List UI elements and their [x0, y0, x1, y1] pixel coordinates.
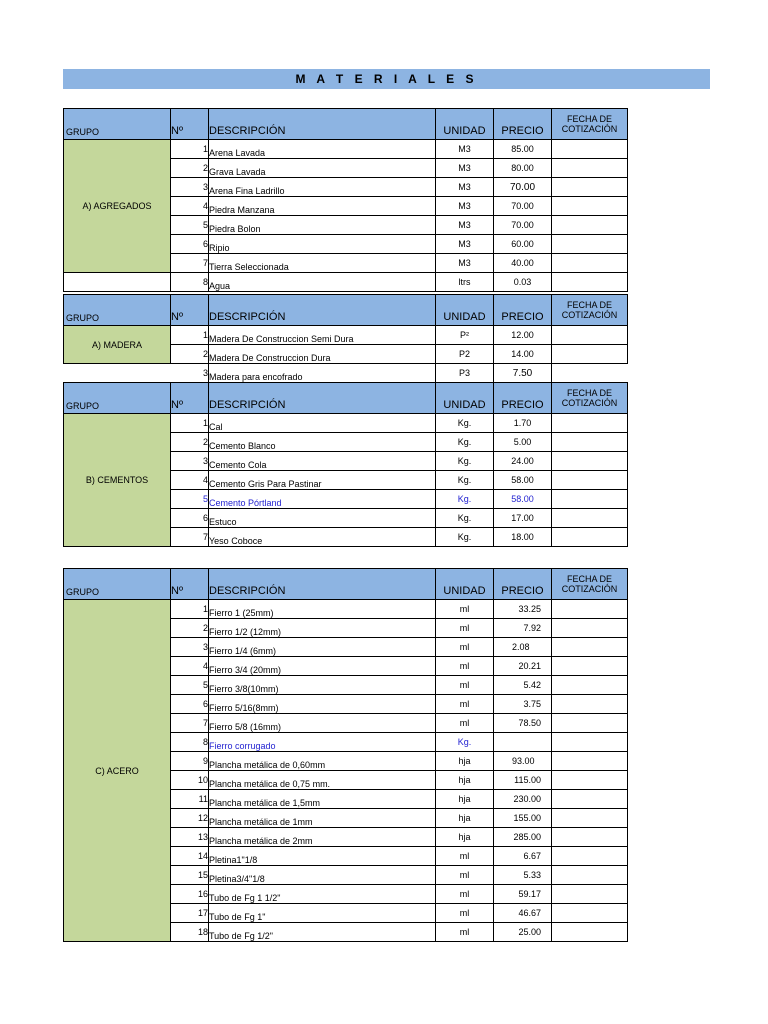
- row-description: Cemento Cola: [209, 452, 436, 471]
- row-price: 155.00: [494, 809, 552, 828]
- row-price: 7.50: [494, 364, 552, 383]
- row-price: 5.33: [494, 866, 552, 885]
- header-descripcion: DESCRIPCIÓN: [209, 569, 436, 600]
- header-row: [64, 569, 628, 600]
- row-number: 11: [171, 790, 209, 809]
- row-fecha: [552, 528, 628, 547]
- table-row: [64, 414, 628, 433]
- row-description: Ripio: [209, 235, 436, 254]
- row-fecha: [552, 695, 628, 714]
- row-description: Fierro 1/4 (6mm): [209, 638, 436, 657]
- row-price: 93.00: [494, 752, 552, 771]
- row-fecha: [552, 235, 628, 254]
- row-description: Cemento Pórtland: [209, 490, 436, 509]
- row-number: 4: [171, 471, 209, 490]
- row-fecha: [552, 771, 628, 790]
- row-unit: ml: [436, 619, 494, 638]
- header-unidad: UNIDAD: [436, 383, 494, 414]
- row-fecha: [552, 638, 628, 657]
- row-fecha: [552, 866, 628, 885]
- row-number: 7: [171, 254, 209, 273]
- row-fecha: [552, 254, 628, 273]
- row-number: 12: [171, 809, 209, 828]
- row-price: 2.08: [494, 638, 552, 657]
- row-unit: P3: [436, 364, 494, 383]
- header-grupo: GRUPO: [64, 295, 171, 326]
- header-numero: Nº: [171, 569, 209, 600]
- row-number: 2: [171, 159, 209, 178]
- row-number: 6: [171, 235, 209, 254]
- row-price: 115.00: [494, 771, 552, 790]
- row-price: 58.00: [494, 471, 552, 490]
- row-fecha: [552, 790, 628, 809]
- row-fecha: [552, 733, 628, 752]
- row-description: Plancha metálica de 2mm: [209, 828, 436, 847]
- row-fecha: [552, 433, 628, 452]
- sheet-title: M A T E R I A L E S: [63, 69, 710, 89]
- row-number: 2: [171, 619, 209, 638]
- group-label: A) MADERA: [64, 326, 171, 364]
- row-fecha: [552, 657, 628, 676]
- header-precio: PRECIO: [494, 569, 552, 600]
- row-description: Madera De Construccion Dura: [209, 345, 436, 364]
- header-row: [64, 383, 628, 414]
- row-price: 60.00: [494, 235, 552, 254]
- row-price: 6.67: [494, 847, 552, 866]
- row-description: Plancha metálica de 1mm: [209, 809, 436, 828]
- row-description: Tubo de Fg 1/2": [209, 923, 436, 942]
- header-unidad: UNIDAD: [436, 569, 494, 600]
- row-unit: Kg.: [436, 471, 494, 490]
- row-unit: ml: [436, 657, 494, 676]
- row-price: 285.00: [494, 828, 552, 847]
- header-fecha: FECHA DE COTIZACIÓN: [552, 109, 628, 140]
- table-row: [64, 140, 628, 159]
- row-price: 33.25: [494, 600, 552, 619]
- row-price: 5.42: [494, 676, 552, 695]
- group-label: C) ACERO: [64, 600, 171, 942]
- section-cementos: [63, 382, 628, 547]
- group-empty: [64, 273, 171, 292]
- row-number: 2: [171, 345, 209, 364]
- row-unit: ltrs: [436, 273, 494, 292]
- row-fecha: [552, 197, 628, 216]
- table-row: [64, 600, 628, 619]
- row-unit: ml: [436, 600, 494, 619]
- row-number: 16: [171, 885, 209, 904]
- row-unit: hja: [436, 828, 494, 847]
- row-unit: Kg.: [436, 733, 494, 752]
- row-number: 1: [171, 414, 209, 433]
- row-number: 7: [171, 528, 209, 547]
- header-fecha: FECHA DE COTIZACIÓN: [552, 295, 628, 326]
- row-unit: Kg.: [436, 490, 494, 509]
- row-unit: M3: [436, 254, 494, 273]
- header-descripcion: DESCRIPCIÓN: [209, 383, 436, 414]
- section-acero: [63, 568, 628, 942]
- row-unit: M3: [436, 178, 494, 197]
- row-price: 78.50: [494, 714, 552, 733]
- row-unit: M3: [436, 197, 494, 216]
- row-number: 2: [171, 433, 209, 452]
- row-price: 3.75: [494, 695, 552, 714]
- row-fecha: [552, 364, 628, 383]
- header-grupo: GRUPO: [64, 569, 171, 600]
- row-number: 1: [171, 326, 209, 345]
- header-fecha: FECHA DE COTIZACIÓN: [552, 383, 628, 414]
- row-price: 46.67: [494, 904, 552, 923]
- row-description: Madera De Construccion Semi Dura: [209, 326, 436, 345]
- row-unit: Kg.: [436, 452, 494, 471]
- row-description: Piedra Bolon: [209, 216, 436, 235]
- group-label: B) CEMENTOS: [64, 414, 171, 547]
- table-row: [64, 326, 628, 345]
- row-number: 5: [171, 490, 209, 509]
- row-description: Plancha metálica de 1,5mm: [209, 790, 436, 809]
- header-row: [64, 109, 628, 140]
- row-fecha: [552, 178, 628, 197]
- row-description: Fierro 5/8 (16mm): [209, 714, 436, 733]
- row-description: Arena Lavada: [209, 140, 436, 159]
- row-unit: P2: [436, 345, 494, 364]
- row-price: [494, 733, 552, 752]
- row-fecha: [552, 809, 628, 828]
- row-description: Fierro 3/4 (20mm): [209, 657, 436, 676]
- row-description: Tubo de Fg 1 1/2": [209, 885, 436, 904]
- header-unidad: UNIDAD: [436, 295, 494, 326]
- row-fecha: [552, 345, 628, 364]
- row-number: 17: [171, 904, 209, 923]
- row-unit: ml: [436, 847, 494, 866]
- row-fecha: [552, 923, 628, 942]
- row-unit: ml: [436, 866, 494, 885]
- row-price: 40.00: [494, 254, 552, 273]
- row-fecha: [552, 490, 628, 509]
- row-unit: M3: [436, 235, 494, 254]
- row-number: 7: [171, 714, 209, 733]
- row-price: 70.00: [494, 197, 552, 216]
- row-price: 80.00: [494, 159, 552, 178]
- row-fecha: [552, 619, 628, 638]
- header-numero: Nº: [171, 383, 209, 414]
- row-number: 4: [171, 197, 209, 216]
- row-number: 3: [171, 638, 209, 657]
- row-description: Fierro 3/8(10mm): [209, 676, 436, 695]
- row-number: 15: [171, 866, 209, 885]
- row-number: 1: [171, 140, 209, 159]
- row-unit: Kg.: [436, 433, 494, 452]
- row-price: 24.00: [494, 452, 552, 471]
- row-number: 8: [171, 273, 209, 292]
- row-price: 70.00: [494, 216, 552, 235]
- row-unit: ml: [436, 638, 494, 657]
- row-price: 1.70: [494, 414, 552, 433]
- row-description: Estuco: [209, 509, 436, 528]
- row-number: 14: [171, 847, 209, 866]
- header-descripcion: DESCRIPCIÓN: [209, 295, 436, 326]
- row-number: 9: [171, 752, 209, 771]
- header-row: [64, 295, 628, 326]
- row-unit: M3: [436, 216, 494, 235]
- row-description: Tubo de Fg 1": [209, 904, 436, 923]
- group-empty: [64, 364, 171, 383]
- row-description: Pletina3/4"1/8: [209, 866, 436, 885]
- header-numero: Nº: [171, 295, 209, 326]
- row-number: 5: [171, 216, 209, 235]
- row-price: 14.00: [494, 345, 552, 364]
- row-number: 4: [171, 657, 209, 676]
- row-fecha: [552, 828, 628, 847]
- row-description: Yeso Coboce: [209, 528, 436, 547]
- row-fecha: [552, 676, 628, 695]
- row-fecha: [552, 273, 628, 292]
- row-fecha: [552, 885, 628, 904]
- row-fecha: [552, 600, 628, 619]
- row-price: 59.17: [494, 885, 552, 904]
- row-unit: P²: [436, 326, 494, 345]
- row-fecha: [552, 471, 628, 490]
- row-number: 10: [171, 771, 209, 790]
- row-fecha: [552, 904, 628, 923]
- row-fecha: [552, 414, 628, 433]
- header-precio: PRECIO: [494, 383, 552, 414]
- row-price: 12.00: [494, 326, 552, 345]
- table-row: [64, 364, 628, 383]
- row-description: Grava Lavada: [209, 159, 436, 178]
- row-unit: M3: [436, 159, 494, 178]
- row-fecha: [552, 326, 628, 345]
- row-unit: hja: [436, 752, 494, 771]
- header-descripcion: DESCRIPCIÓN: [209, 109, 436, 140]
- row-unit: ml: [436, 885, 494, 904]
- row-unit: Kg.: [436, 414, 494, 433]
- header-numero: Nº: [171, 109, 209, 140]
- row-unit: hja: [436, 771, 494, 790]
- row-description: Piedra Manzana: [209, 197, 436, 216]
- row-price: 20.21: [494, 657, 552, 676]
- row-description: Plancha metálica de 0,60mm: [209, 752, 436, 771]
- row-description: Tierra Seleccionada: [209, 254, 436, 273]
- row-price: 25.00: [494, 923, 552, 942]
- row-price: 70.00: [494, 178, 552, 197]
- row-description: Cemento Blanco: [209, 433, 436, 452]
- row-number: 3: [171, 178, 209, 197]
- section-madera: [63, 294, 628, 382]
- row-unit: ml: [436, 676, 494, 695]
- row-unit: ml: [436, 714, 494, 733]
- row-price: 58.00: [494, 490, 552, 509]
- row-price: 7.92: [494, 619, 552, 638]
- row-fecha: [552, 159, 628, 178]
- row-number: 5: [171, 676, 209, 695]
- row-number: 6: [171, 695, 209, 714]
- row-description: Madera para encofrado: [209, 364, 436, 383]
- header-grupo: GRUPO: [64, 109, 171, 140]
- row-price: 0.03: [494, 273, 552, 292]
- section-agregados: [63, 108, 628, 292]
- row-unit: ml: [436, 923, 494, 942]
- row-number: 1: [171, 600, 209, 619]
- row-unit: Kg.: [436, 509, 494, 528]
- row-fecha: [552, 714, 628, 733]
- row-number: 13: [171, 828, 209, 847]
- row-fecha: [552, 452, 628, 471]
- row-description: Fierro 5/16(8mm): [209, 695, 436, 714]
- row-description: Pletina1"1/8: [209, 847, 436, 866]
- row-price: 17.00: [494, 509, 552, 528]
- row-fecha: [552, 847, 628, 866]
- row-number: 8: [171, 733, 209, 752]
- row-description: Agua: [209, 273, 436, 292]
- header-precio: PRECIO: [494, 295, 552, 326]
- row-unit: hja: [436, 809, 494, 828]
- row-number: 3: [171, 364, 209, 383]
- header-grupo: GRUPO: [64, 383, 171, 414]
- row-description: Cemento Gris Para Pastinar: [209, 471, 436, 490]
- group-label: A) AGREGADOS: [64, 140, 171, 273]
- row-number: 18: [171, 923, 209, 942]
- header-precio: PRECIO: [494, 109, 552, 140]
- row-unit: Kg.: [436, 528, 494, 547]
- row-unit: M3: [436, 140, 494, 159]
- row-price: 5.00: [494, 433, 552, 452]
- row-description: Fierro corrugado: [209, 733, 436, 752]
- row-fecha: [552, 216, 628, 235]
- row-fecha: [552, 140, 628, 159]
- row-unit: hja: [436, 790, 494, 809]
- row-description: Arena Fina Ladrillo: [209, 178, 436, 197]
- row-description: Plancha metálica de 0,75 mm.: [209, 771, 436, 790]
- header-unidad: UNIDAD: [436, 109, 494, 140]
- row-number: 3: [171, 452, 209, 471]
- table-row: [64, 273, 628, 292]
- row-description: Cal: [209, 414, 436, 433]
- row-description: Fierro 1 (25mm): [209, 600, 436, 619]
- row-price: 85.00: [494, 140, 552, 159]
- row-unit: ml: [436, 904, 494, 923]
- row-price: 18.00: [494, 528, 552, 547]
- row-description: Fierro 1/2 (12mm): [209, 619, 436, 638]
- row-number: 6: [171, 509, 209, 528]
- row-price: 230.00: [494, 790, 552, 809]
- row-unit: ml: [436, 695, 494, 714]
- header-fecha: FECHA DE COTIZACIÓN: [552, 569, 628, 600]
- row-fecha: [552, 509, 628, 528]
- row-fecha: [552, 752, 628, 771]
